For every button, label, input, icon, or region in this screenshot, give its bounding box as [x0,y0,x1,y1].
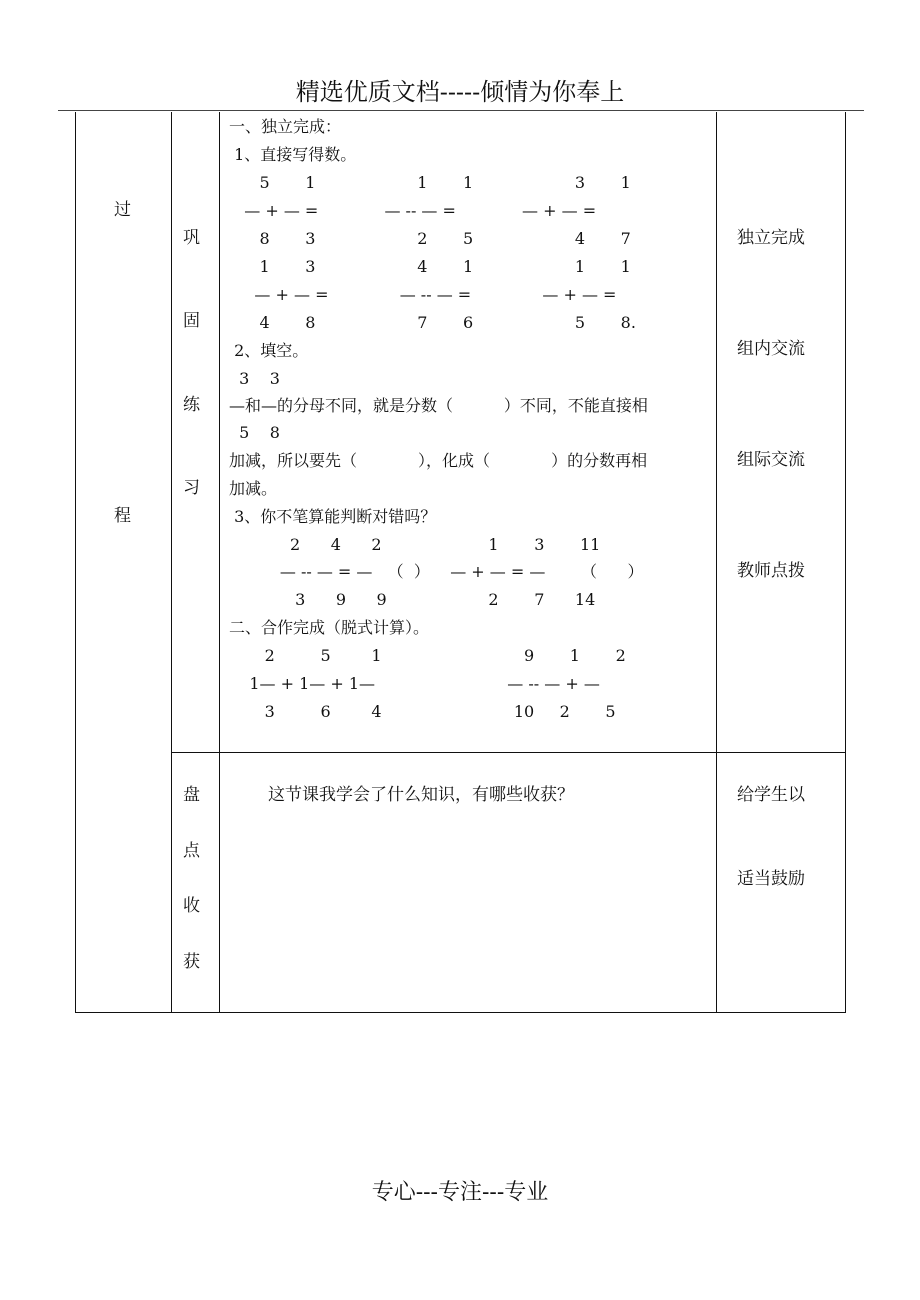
teaching-note: 教师点拨 [737,561,805,581]
table-divider-col3 [716,112,717,1013]
content-line: — + — = — -- — = — + — = [229,201,597,220]
content-line: 2、填空。 [229,341,309,360]
teaching-note: 独立完成 [737,228,805,248]
content-line: —和—的分母不同，就是分数（ ）不同，不能直接相 [229,396,648,415]
content-line: 3 3 [229,369,280,388]
summary-label-char: 获 [183,952,200,972]
teaching-note: 组际交流 [737,450,805,470]
practice-label-char: 练 [183,395,200,415]
practice-label-char: 巩 [183,228,200,248]
table-row-divider [171,752,846,753]
content-line: 4 8 7 6 5 8. [229,313,636,332]
teaching-note: 适当鼓励 [737,869,805,889]
header-rule [58,110,864,111]
content-line: 3 9 9 2 7 14 [229,590,596,609]
content-line: 3、你不笔算能判断对错吗？ [229,507,437,526]
content-line: 2 4 2 1 3 11 [229,535,601,554]
content-line: — -- — = — （ ） — + — = — （ ） [229,562,644,581]
teaching-note: 给学生以 [737,785,805,805]
content-line: 加减，所以要先（ ），化成（ ）的分数再相 [229,451,648,470]
table-divider-col1 [171,112,172,1013]
content-line: 加减。 [229,479,278,498]
content-line: 1、直接写得数。 [229,145,357,164]
stage-label-bottom: 程 [114,506,131,526]
table-divider-col2 [219,112,220,1013]
content-line: 1— + 1— + 1— — -- — + — [229,674,600,693]
content-line: — + — = — -- — = — + — = [229,285,617,304]
summary-question: 这节课我学会了什么知识，有哪些收获？ [268,785,574,805]
content-line: 1 3 4 1 1 1 [229,257,631,276]
content-line: 8 3 2 5 4 7 [229,229,631,248]
teaching-note: 组内交流 [737,339,805,359]
table-border-right [845,112,846,1013]
summary-label-char: 点 [183,841,200,861]
summary-label-char: 盘 [183,785,200,805]
content-line: 5 1 1 1 3 1 [229,173,631,192]
content-line: 二、合作完成（脱式计算）。 [229,618,430,637]
summary-label-char: 收 [183,896,200,916]
content-line: 2 5 1 9 1 2 [229,646,626,665]
table-border-bottom [75,1012,846,1013]
content-line: 3 6 4 10 2 5 [229,702,616,721]
practice-label-char: 习 [183,478,200,498]
content-line: 一、独立完成： [229,117,342,136]
stage-label-top: 过 [114,200,131,220]
practice-label-char: 固 [183,311,200,331]
page-footer-text: 专心---专注---专业 [371,1180,549,1205]
content-line: 5 8 [229,423,280,442]
table-border-left [75,112,76,1013]
page-header-title: 精选优质文档-----倾情为你奉上 [295,78,625,106]
